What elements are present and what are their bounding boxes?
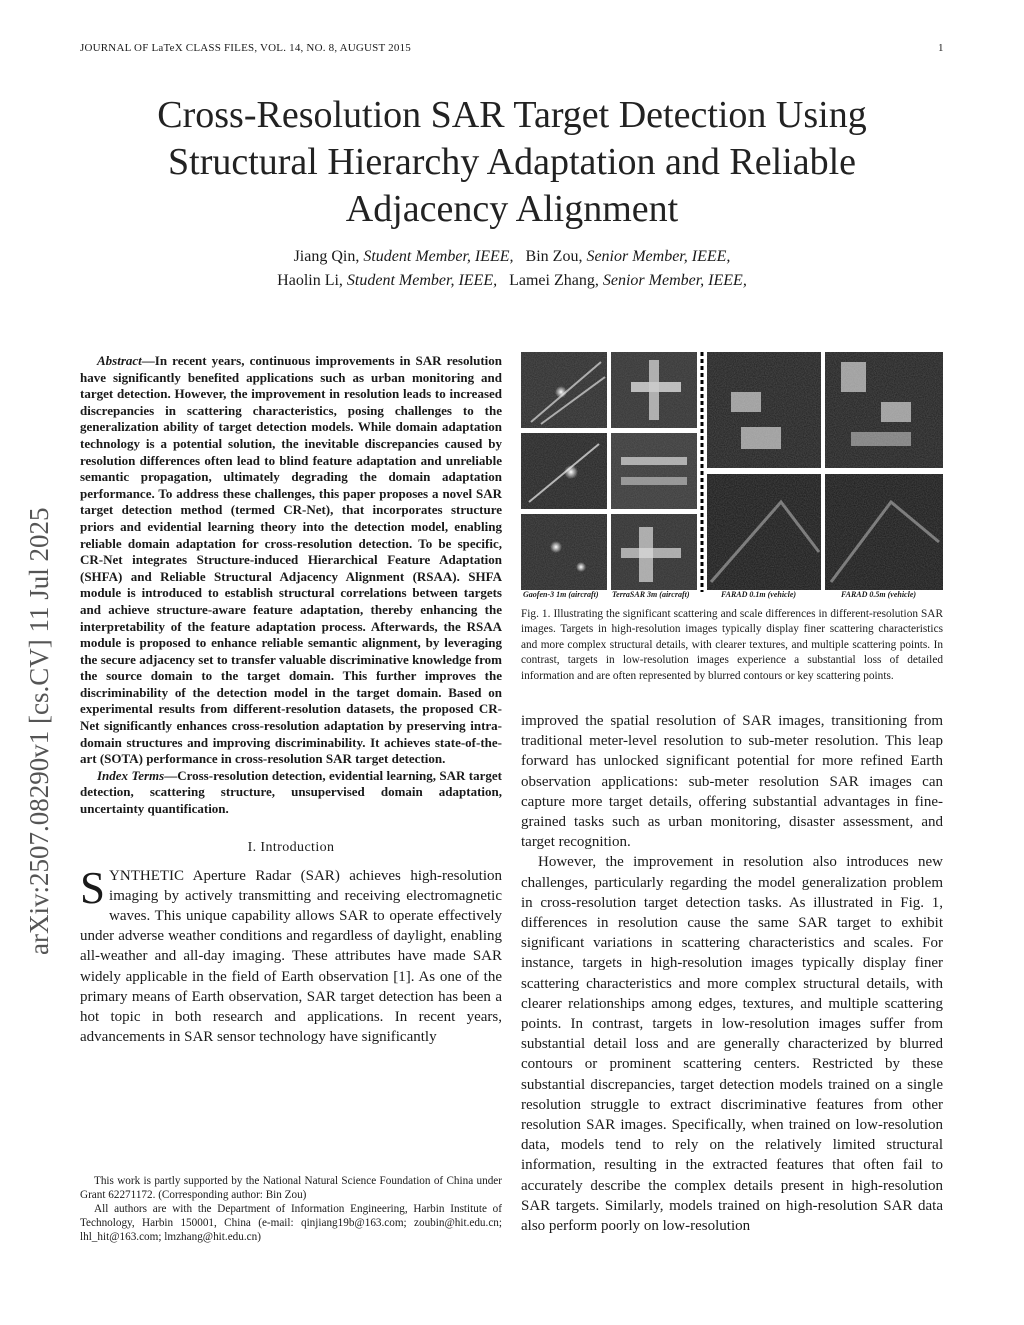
author-name: Lamei Zhang,: [509, 272, 599, 289]
arxiv-stamp: [18, 375, 68, 955]
figure-label: TerraSAR 3m (aircraft): [612, 590, 690, 599]
abstract-text: —In recent years, continuous improvements in SAR resolution have significantly benefited applications such as urban monitoring and target detection. However, the improvement in resolution leads to increased discrepancies in scattering characteristics, posing challenges to the generalization ability of target detection models. While domain adaptation technology is a potential solution, the inevitable discrepancies caused by resolution differences often lead to blind feature adaptation and unreliable semantic propagation, ultimately degrading the domain adaptation performance. To address these challenges, this paper proposes a novel SAR target detection method (termed CR-Net), that incorporates structure priors and evidential learning theory into the detection model, enabling reliable domain adaptation for cross-resolution detection. To be specific, CR-Net integrates Structure-induced Hierarchical Feature Adaptation (SHFA) and Reliable Structural Adjacency Alignment (RSAA). SHFA module is introduced to establish structural correlations between targets and achieve structure-aware feature adaptation, thereby enhancing the interpretability of the feature adaptation process. Afterwards, the RSAA module is proposed to enhance reliable semantic alignment, by leveraging the secure adjacency set to transfer valuable discriminative knowledge from the source domain to the target domain. This further improves the discriminability of the detection model in the target domain. Based on experimental results from different-resolution datasets, the proposed CR-Net significantly enhances cross-resolution adaptation by preserving intra-domain structures and improving discriminability. It achieves state-of-the-art (SOTA) performance in cross-resolution SAR target detection.: [80, 353, 502, 767]
title-line: Adjacency Alignment: [345, 188, 679, 230]
footnote-funding: This work is partly supported by the National Natural Science Foundation of China under Grant 62271172. (Corresponding author: Bin Zou): [80, 1175, 502, 1201]
section-heading: I. Introduction: [247, 839, 335, 855]
intro-right-text: [521, 711, 943, 1236]
footnotes: [80, 1174, 502, 1244]
intro-paragraph: YNTHETIC Aperture Radar (SAR) achieves high-resolution imaging by actively transmitting and receiving electromagnetic waves. This unique capability allows SAR to operate effectively under adverse weather conditions and regardless of daylight, enabling all-weather and all-day imaging. These attributes have made SAR widely applicable in the field of Earth observation [1]. As one of the primary means of Earth observation, SAR target detection has been a hot topic in both research and applications. In recent years, advancements in SAR sensor technology have significantly: [80, 867, 502, 1046]
intro-left-text: [80, 862, 502, 1048]
title-line: Cross-Resolution SAR Target Detection Using: [157, 94, 867, 136]
author-name: Bin Zou,: [525, 248, 583, 265]
sar-panel-group-aircraft: [521, 352, 697, 590]
footnote-affiliation: All authors are with the Department of Information Engineering, Harbin Institute of Technology, Harbin 150001, China (e-mail: qinjiang19b@163.com; zoubin@hit.edu.cn; lhl_hit@163.com; lmzhang@hit.edu.cn): [80, 1203, 502, 1243]
author-role: Senior Member, IEEE,: [602, 272, 747, 289]
intro-paragraph: However, the improvement in resolution also introduces new challenges, particularly regarding the model generalization problem in cross-resolution target detection tasks. As illustrated in Fig. 1, differences in resolution cause the same SAR target to exhibit significant variations in scattering characteristics and scales. For instance, targets in high-resolution images typically display finer scattering characteristics and more complex structural details, with clearer relationships among edges, textures, and multiple scattering points. In contrast, targets in low-resolution images suffer from substantial detail loss and are generally characterized by blurred contours or prominent scattering centers. Restricted by these substantial discrepancies, target detection models trained on a single resolution struggle to extract discriminative features from other resolution SAR images. Specifically, when trained on low-resolution data, models tend to rely on the relatively limited structural information, resulting in the extracted features that often fail to accurately describe the complex details present in high-resolution SAR targets. Similarly, models trained on high-resolution SAR data also perform poorly on low-resolution: [521, 854, 943, 1235]
author-role: Senior Member, IEEE,: [586, 248, 731, 265]
abstract: [80, 353, 502, 818]
intro-paragraph: improved the spatial resolution of SAR images, transitioning from traditional meter-level resolution to sub-meter resolution. This leap forward has unlocked significant potential for more refined Earth observation applications: sub-meter resolution SAR images can capture more target details, offering substantial advantages in fine-grained tasks such as urban monitoring, disaster assessment, and target recognition.: [521, 713, 943, 851]
left-column: [80, 353, 502, 1047]
abstract-lead: Abstract: [97, 353, 142, 368]
running-head: JOURNAL OF LaTeX CLASS FILES, VOL. 14, NO. 8, AUGUST 2015: [80, 42, 411, 54]
figure-label: Gaofen-3 1m (aircraft): [523, 590, 599, 599]
author-name: Haolin Li,: [277, 272, 343, 289]
drop-cap: S: [80, 862, 106, 913]
author-role: Student Member, IEEE,: [363, 248, 514, 265]
figure-1-image: [521, 352, 943, 592]
author-role: Student Member, IEEE,: [346, 272, 498, 289]
figure-label: FARAD 0.5m (vehicle): [841, 590, 917, 599]
figure-1-caption: Fig. 1. Illustrating the significant scattering and scale differences in different-resolution SAR images. Targets in high-resolution images typically display finer scattering characteristics and more complex structural details, with clearer textures, and multiple scattering points. In contrast, targets in low-resolution images experience a substantial loss of detailed information and are often represented by blurred contours or key scattering points.: [521, 608, 943, 682]
sar-panel-group-vehicle: [707, 352, 943, 590]
page-number: 1: [938, 42, 944, 54]
author-name: Jiang Qin,: [293, 248, 360, 265]
index-terms-lead: Index Terms: [97, 767, 165, 783]
author-line: [80, 245, 944, 269]
author-list: [80, 245, 944, 293]
paper-title: [80, 92, 944, 233]
arxiv-stamp-text: arXiv:2507.08290v1 [cs.CV] 11 Jul 2025: [24, 507, 54, 955]
figure-1: [521, 352, 943, 600]
figure-label: FARAD 0.1m (vehicle): [721, 590, 797, 599]
title-line: Structural Hierarchy Adaptation and Reliable: [168, 141, 856, 183]
index-terms-text: —Cross-resolution detection, evidential learning, SAR target detection, scattering structure, unsupervised domain adaptation, uncertainty quantification.: [80, 767, 502, 817]
author-line: [80, 269, 944, 293]
